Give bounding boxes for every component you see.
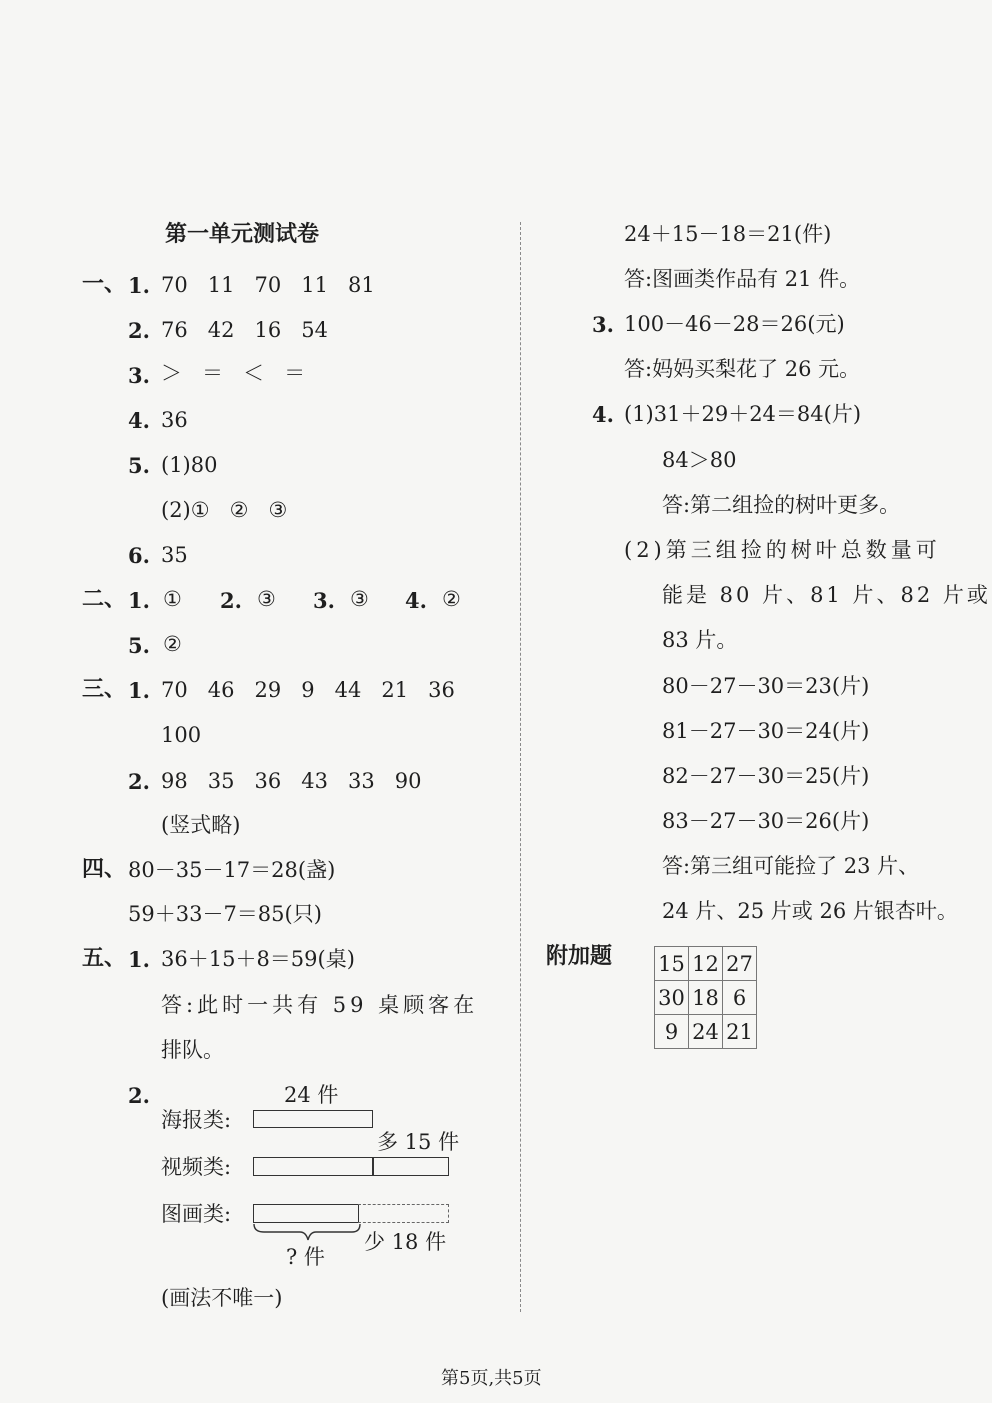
q-number: 2. bbox=[128, 769, 150, 794]
answer-text: 80－27－30＝23(片) bbox=[662, 674, 870, 698]
video-bar-extra bbox=[372, 1157, 449, 1176]
q-number: 2. bbox=[220, 588, 242, 613]
grid-cell: 6 bbox=[723, 981, 757, 1015]
q-number: 3. bbox=[313, 588, 335, 613]
answer-text: 24＋15－18＝21(件) bbox=[624, 222, 832, 246]
answer-text: 76 42 16 54 bbox=[161, 318, 328, 342]
answer-text: 36＋15＋8＝59(桌) bbox=[161, 947, 355, 971]
answer-text: 81－27－30＝24(片) bbox=[662, 719, 870, 743]
q-number: 3. bbox=[592, 312, 614, 337]
section-4-label: 四、 bbox=[82, 857, 127, 882]
answer-text: 36 bbox=[161, 408, 188, 432]
answer-text: 答:此时一共有 59 桌顾客在 bbox=[161, 993, 479, 1017]
q-number: 4. bbox=[592, 402, 614, 427]
q-number: 6. bbox=[128, 543, 150, 568]
answer-text: 排队。 bbox=[161, 1038, 224, 1062]
grid-cell: 18 bbox=[689, 981, 723, 1015]
answer-text: ③ bbox=[350, 587, 369, 611]
video-label: 视频类: bbox=[161, 1155, 232, 1179]
answer-text: ③ bbox=[257, 587, 276, 611]
answer-text: ② bbox=[163, 632, 182, 656]
answer-text: 答:第三组可能捡了 23 片、 bbox=[662, 854, 920, 878]
grid-cell: 30 bbox=[655, 981, 689, 1015]
answer-text: 答:妈妈买梨花了 26 元。 bbox=[624, 357, 861, 381]
grid-cell: 15 bbox=[655, 947, 689, 981]
answer-text: 83 片。 bbox=[662, 628, 738, 652]
answer-text: 98 35 36 43 33 90 bbox=[161, 769, 422, 793]
answer-text: (1)80 bbox=[161, 453, 218, 477]
answer-text: 82－27－30＝25(片) bbox=[662, 764, 870, 788]
drawing-brace bbox=[252, 1222, 364, 1244]
answer-text: ＞ ＝ ＜ ＝ bbox=[161, 361, 306, 385]
poster-bar bbox=[253, 1110, 373, 1128]
answer-text: 24 片、25 片或 26 片银杏叶。 bbox=[662, 899, 958, 923]
answer-text: (1)31＋29＋24＝84(片) bbox=[624, 402, 862, 426]
answer-text: 答:图画类作品有 21 件。 bbox=[624, 267, 861, 291]
drawing-bar bbox=[253, 1204, 359, 1223]
grid-cell: 12 bbox=[689, 947, 723, 981]
section-3-label: 三、 bbox=[82, 677, 127, 702]
q-number: 1. bbox=[128, 947, 150, 972]
page-title: 第一单元测试卷 bbox=[165, 222, 320, 247]
section-1-label: 一、 bbox=[82, 272, 127, 297]
answer-text: 59＋33－7＝85(只) bbox=[128, 902, 322, 926]
column-divider bbox=[520, 222, 521, 1312]
q-number: 1. bbox=[128, 588, 150, 613]
poster-label: 海报类: bbox=[161, 1108, 232, 1132]
magic-square-grid bbox=[654, 946, 757, 1049]
poster-value-label: 24 件 bbox=[284, 1083, 339, 1107]
answer-text: 83－27－30＝26(片) bbox=[662, 809, 870, 833]
answer-text: ② bbox=[442, 587, 461, 611]
answer-text: (竖式略) bbox=[161, 813, 241, 837]
page-footer: 第5页,共5页 bbox=[441, 1368, 542, 1389]
grid-cell: 24 bbox=[689, 1015, 723, 1049]
video-bar-base bbox=[253, 1157, 374, 1176]
answer-text: 100 bbox=[161, 723, 202, 747]
answer-text: (2)第三组捡的树叶总数量可 bbox=[624, 538, 941, 562]
answer-text: 35 bbox=[161, 543, 188, 567]
drawing-label: 图画类: bbox=[161, 1202, 232, 1226]
drawing-question-label: ? 件 bbox=[286, 1245, 325, 1269]
q-number: 4. bbox=[405, 588, 427, 613]
section-5-label: 五、 bbox=[82, 946, 127, 971]
extra-question-label: 附加题 bbox=[546, 944, 613, 969]
drawing-less-label: 少 18 件 bbox=[364, 1230, 447, 1254]
grid-cell: 27 bbox=[723, 947, 757, 981]
q-number: 5. bbox=[128, 453, 150, 478]
section-2-label: 二、 bbox=[82, 587, 127, 612]
q-number: 5. bbox=[128, 633, 150, 658]
answer-text: 84＞80 bbox=[662, 448, 737, 472]
answer-text: 答:第二组捡的树叶更多。 bbox=[662, 493, 901, 517]
q-number: 3. bbox=[128, 363, 150, 388]
q-number: 2. bbox=[128, 1083, 150, 1108]
note-text: (画法不唯一) bbox=[161, 1286, 283, 1310]
answer-text: (2)① ② ③ bbox=[161, 498, 288, 522]
q-number: 2. bbox=[128, 318, 150, 343]
answer-text: 70 46 29 9 44 21 36 bbox=[161, 678, 455, 702]
answer-text: 100－46－28＝26(元) bbox=[624, 312, 845, 336]
answer-text: 能是 80 片、81 片、82 片或 bbox=[662, 583, 991, 607]
grid-cell: 9 bbox=[655, 1015, 689, 1049]
answer-text: 80－35－17＝28(盏) bbox=[128, 858, 336, 882]
q-number: 1. bbox=[128, 273, 150, 298]
video-more-label: 多 15 件 bbox=[377, 1130, 460, 1154]
drawing-bar-missing bbox=[358, 1204, 449, 1223]
q-number: 4. bbox=[128, 408, 150, 433]
q-number: 1. bbox=[128, 678, 150, 703]
grid-cell: 21 bbox=[723, 1015, 757, 1049]
answer-text: 70 11 70 11 81 bbox=[161, 273, 375, 297]
answer-text: ① bbox=[163, 587, 182, 611]
